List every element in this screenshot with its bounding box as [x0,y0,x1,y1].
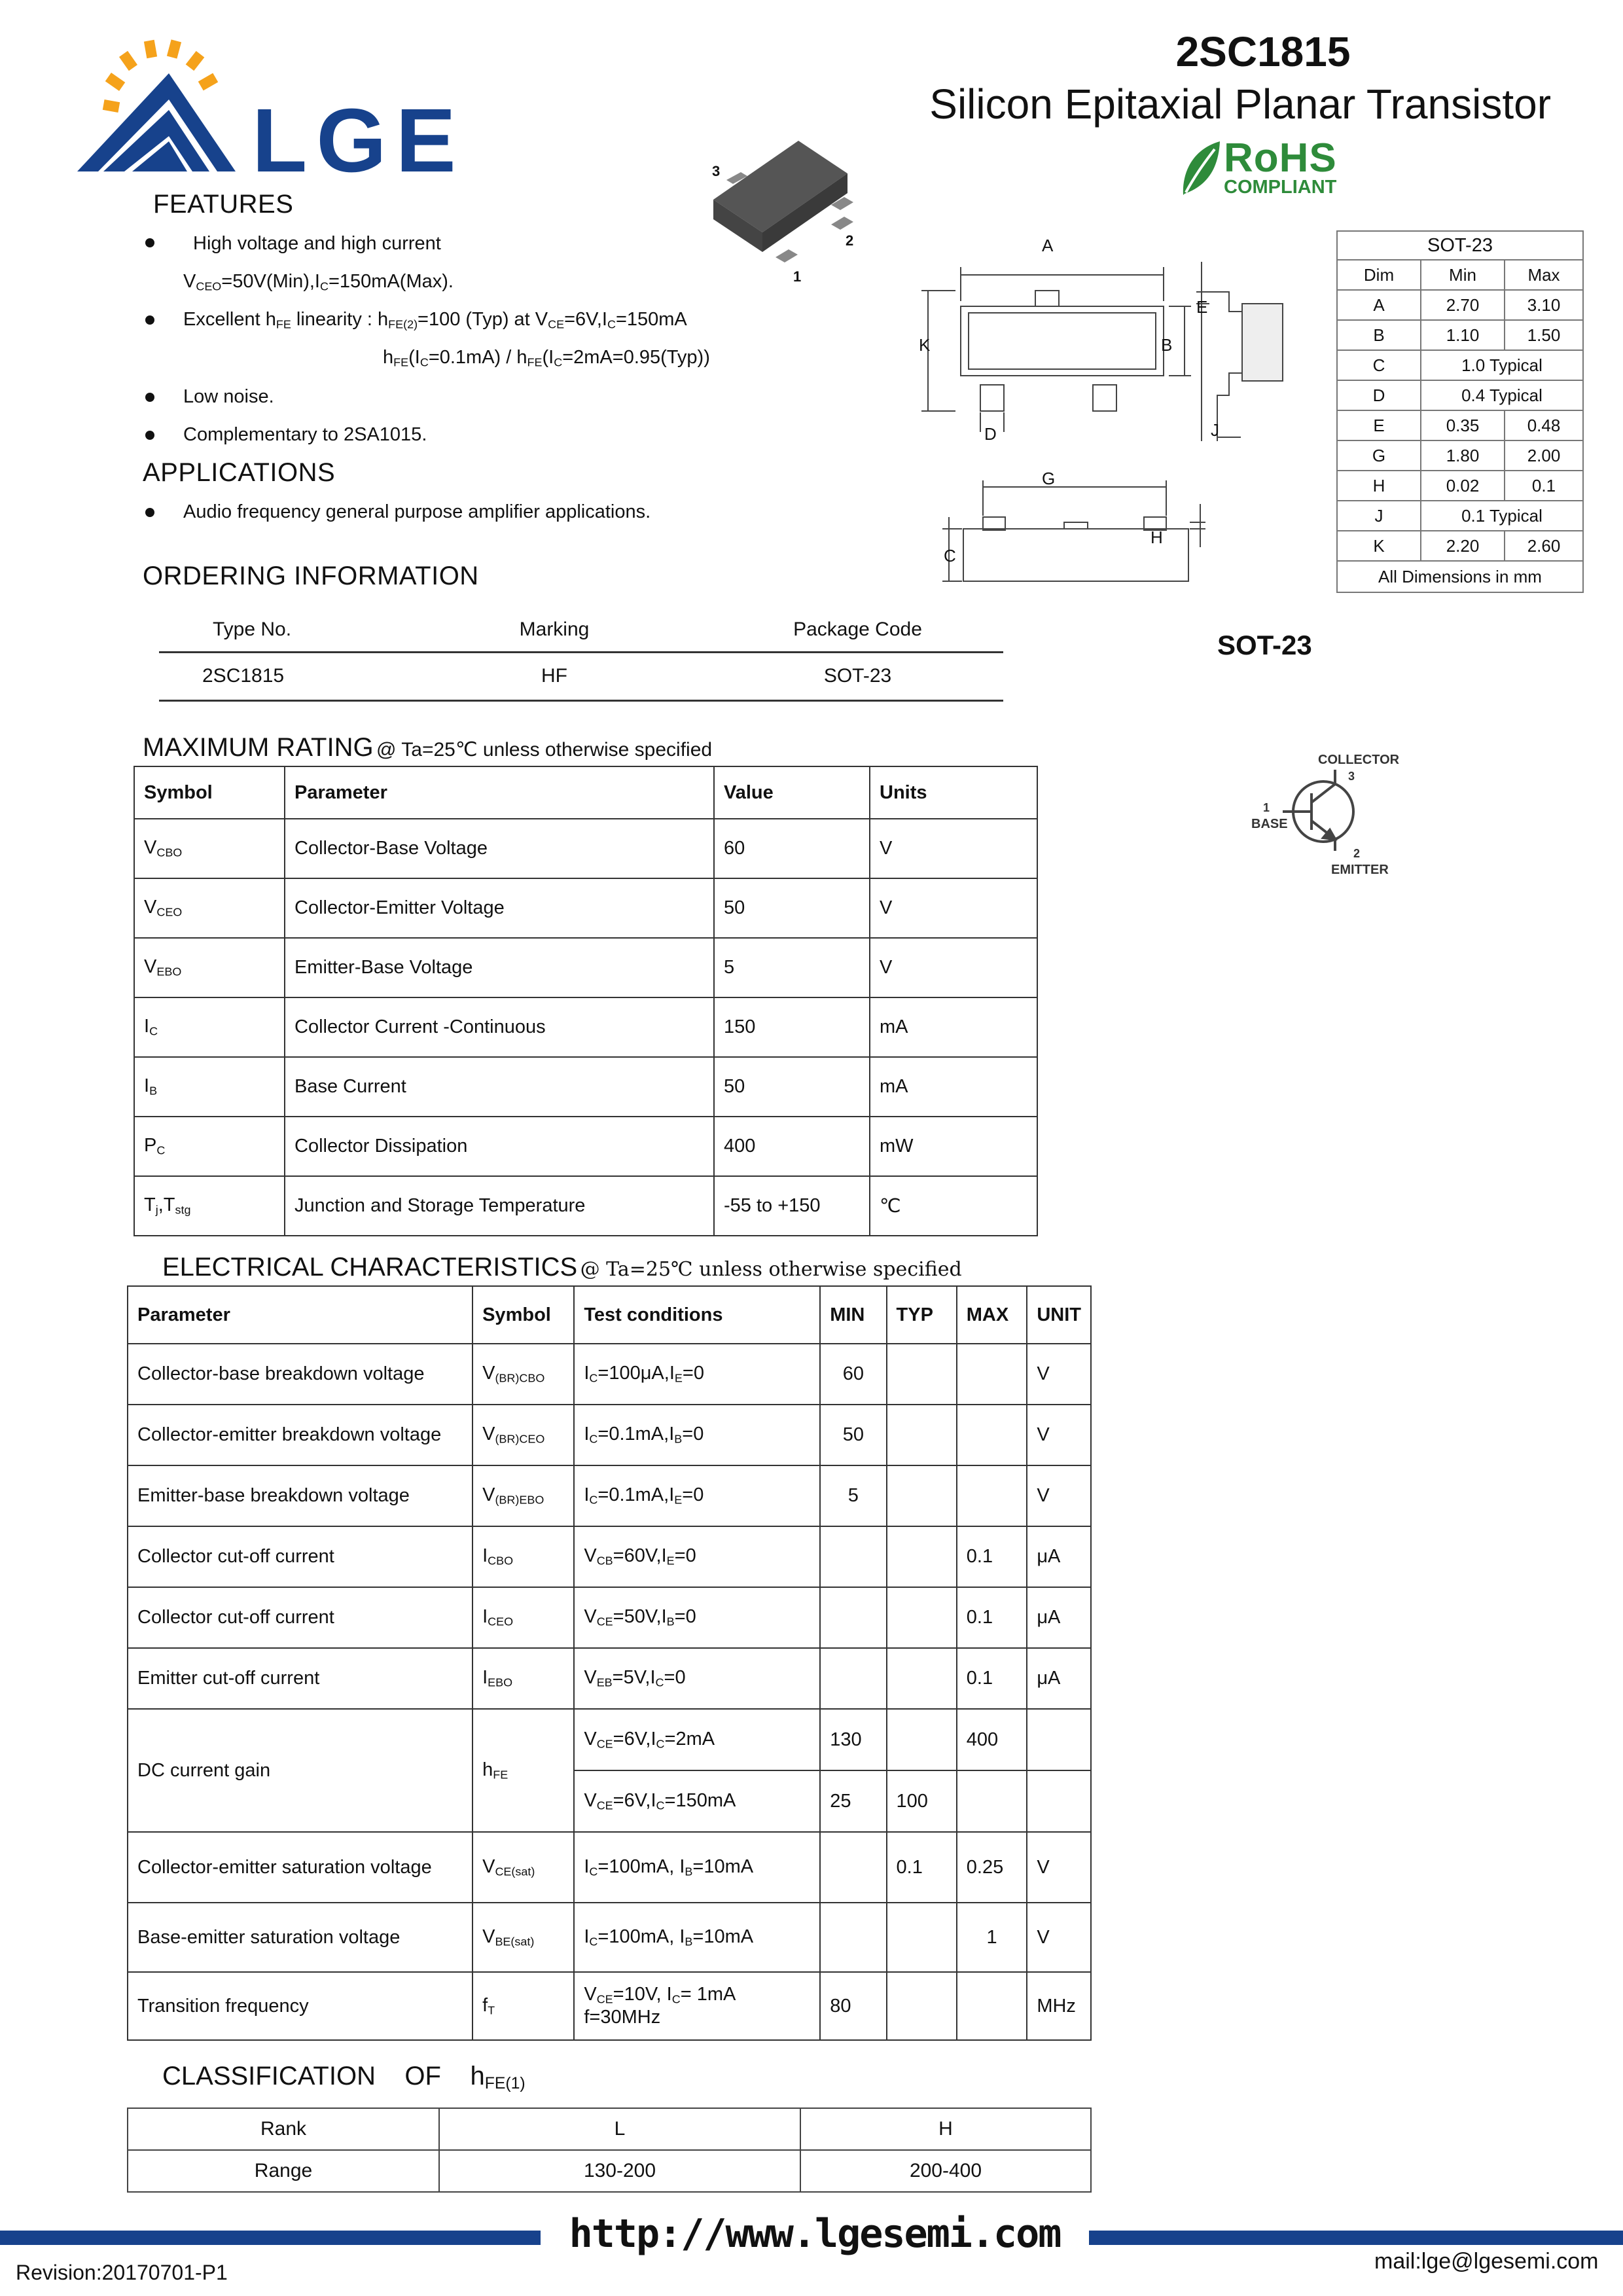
pin-label: 2 [846,232,854,249]
table-row: $V_{EBO}$ Emitter-Base Voltage 5 V [134,938,1037,997]
dim-label: B [1161,335,1173,355]
footer-revision: Revision:20170701-P1 [16,2261,228,2284]
ordering-heading: ORDERING INFORMATION [143,562,479,590]
dim-cell: J [1337,501,1421,531]
classification-heading: CLASSIFICATION OF $h_{FE(1)}$ [162,2062,526,2093]
table-row: $V_{CBO}$ Collector-Base Voltage 60 V [134,819,1037,878]
feature-3: Low noise. [183,386,274,407]
max-rating-table [134,766,1038,1236]
table-header: L [439,2108,800,2150]
ordering-header: Type No. [213,619,292,641]
dim-header: Dim [1337,260,1421,290]
dim-cell: 2.00 [1505,440,1583,471]
table-header: TYP [887,1286,957,1344]
dim-label: G [1042,469,1056,488]
table-row: $V_{CEO}$ Collector-Emitter Voltage 50 V [134,878,1037,938]
table-row: Emitter cut-off current $I_{EBO}$ $V_{EB}=5V,I_C=0$ 0.1 μA [128,1648,1091,1709]
ordering-cell: HF [541,665,567,687]
dim-label: K [919,335,931,355]
dim-header: Max [1505,260,1583,290]
dim-cell: D [1337,380,1421,410]
dim-cell: C [1337,350,1421,380]
table-header: MIN [820,1286,886,1344]
dim-cell: 2.70 [1421,290,1505,320]
dim-label: J [1211,420,1219,440]
emitter-label: EMITTER [1331,863,1389,877]
dim-header: Min [1421,260,1505,290]
dim-cell: A [1337,290,1421,320]
ordering-header: Marking [519,619,590,641]
package-3d-illustration [700,134,877,285]
features-heading: FEATURES [153,190,294,219]
dim-cell: E [1337,410,1421,440]
table-cell: 200-400 [800,2150,1091,2192]
feature-1: High voltage and high current [193,233,441,254]
dim-cell: G [1337,440,1421,471]
dim-label: A [1042,236,1054,255]
table-header: Rank [128,2108,439,2150]
table-header: Value [714,766,870,819]
leaf-icon [1178,140,1224,196]
transistor-symbol [1243,746,1400,884]
footer-email[interactable]: mail:lge@lgesemi.com [1374,2249,1599,2274]
base-label: BASE [1251,817,1288,831]
part-number: 2SC1815 [1175,28,1351,75]
electrical-heading: ELECTRICAL CHARACTERISTICS @ Ta=25℃ unless otherwise specified [162,1253,962,1282]
table-header: Symbol [134,766,285,819]
dim-cell: 1.80 [1421,440,1505,471]
max-rating-heading: MAXIMUM RATING @ Ta=25℃ unless otherwise specified [143,733,713,762]
collector-label: COLLECTOR [1318,753,1400,767]
bullet-icon [145,315,154,325]
dim-cell: 1.10 [1421,320,1505,350]
pin-b-label: 1 [1263,801,1270,814]
dim-cell: 1.50 [1505,320,1583,350]
dim-cell: K [1337,531,1421,561]
table-header: H [800,2108,1091,2150]
website-link[interactable]: http://www.lgesemi.com [569,2211,1061,2257]
table-cell: 130-200 [439,2150,800,2192]
footer-bar-right [1089,2231,1623,2245]
dim-cell: 0.48 [1505,410,1583,440]
dim-label: D [984,424,997,444]
dim-table-title: SOT-23 [1337,231,1583,260]
ordering-table [159,609,1003,702]
table-row: Collector-emitter saturation voltage $V_{CE(sat)}$ $I_C=100mA$, $I_B=10mA$ 0.1 0.25 V [128,1832,1091,1903]
table-row: Collector cut-off current $I_{CEO}$ $V_{CE}=50V,I_B=0$ 0.1 μA [128,1587,1091,1648]
table-row: DC current gain $h_{FE}$ $V_{CE}=6V,I_C=2mA$ 130 400 [128,1709,1091,1770]
ordering-cell: 2SC1815 [202,665,285,687]
table-row: $T_j,T_{stg}$ Junction and Storage Temperature -55 to +150 ℃ [134,1176,1037,1236]
applications-heading: APPLICATIONS [143,458,336,487]
ordering-cell: SOT-23 [823,665,892,687]
feature-1-detail: $V_{CEO}=50V(Min),I_C=150mA(Max)$. [183,271,454,293]
dim-label: C [944,546,956,565]
table-header: Units [870,766,1037,819]
table-header: Parameter [285,766,714,819]
dim-cell: H [1337,471,1421,501]
company-logo [72,33,478,191]
table-row: Collector-emitter breakdown voltage $V_{(BR)CEO}$ $I_C=0.1mA,I_B=0$ 50 V [128,1405,1091,1465]
rohs-label: RoHS [1224,135,1337,181]
package-name: SOT-23 [1217,630,1312,660]
table-row: Collector-base breakdown voltage $V_{(BR)CBO}$ $I_C=100\mu A,I_E=0$ 60 V [128,1344,1091,1405]
dim-table-footer: All Dimensions in mm [1337,561,1583,592]
electrical-table [127,1285,1092,2041]
table-row: $I_C$ Collector Current -Continuous 150 mA [134,997,1037,1057]
pin-label: 3 [712,163,721,179]
bullet-icon [145,393,154,402]
table-header: MAX [957,1286,1027,1344]
rohs-compliant: COMPLIANT [1224,177,1337,198]
pin-c-label: 3 [1348,770,1355,783]
dim-cell: 0.1 Typical [1421,501,1583,531]
dim-cell: 0.02 [1421,471,1505,501]
dim-cell: 3.10 [1505,290,1583,320]
ordering-header: Package Code [793,619,922,641]
dim-cell: 0.35 [1421,410,1505,440]
table-row: $V_{CE}=6V,I_C=150mA$ 25 100 [128,1770,1091,1832]
table-row: Emitter-base breakdown voltage $V_{(BR)EBO}$ $I_C=0.1mA,I_E=0$ 5 V [128,1465,1091,1526]
classification-table [127,2108,1092,2193]
table-cell: Range [128,2150,439,2192]
dim-cell: 2.60 [1505,531,1583,561]
document-subtitle: Silicon Epitaxial Planar Transistor [929,81,1551,128]
logo-text: LGE [252,90,465,191]
table-header: Symbol [473,1286,574,1344]
dim-cell: 2.20 [1421,531,1505,561]
dim-cell: 0.1 [1505,471,1583,501]
table-header: Parameter [128,1286,473,1344]
table-row: $I_B$ Base Current 50 mA [134,1057,1037,1117]
bullet-icon [145,238,154,247]
table-row: Base-emitter saturation voltage $V_{BE(sat)}$ $I_C=100mA$, $I_B=10mA$ 1 V [128,1903,1091,1972]
feature-2-detail: $h_{FE}(I_C=0.1mA) / h_{FE}(I_C=2mA=0.95(Typ))$ [383,347,710,369]
feature-2: Excellent $h_{FE}$ linearity : $h_{FE(2)}=100$ (Typ) at $V_{CE}=6V,I_C=150mA$ [183,309,687,331]
bullet-icon [145,508,154,517]
footer-bar-left [0,2231,541,2245]
dim-cell: B [1337,320,1421,350]
table-row: $P_C$ Collector Dissipation 400 mW [134,1117,1037,1176]
bullet-icon [145,431,154,440]
dim-cell: 1.0 Typical [1421,350,1583,380]
table-row: Collector cut-off current $I_{CBO}$ $V_{CB}=60V,I_E=0$ 0.1 μA [128,1526,1091,1587]
pin-e-label: 2 [1353,847,1361,860]
package-outline-drawing [910,236,1302,589]
dim-label: E [1196,297,1208,317]
table-header: UNIT [1027,1286,1091,1344]
dim-cell: 0.4 Typical [1421,380,1583,410]
application-1: Audio frequency general purpose amplifier applications. [183,501,651,522]
table-row: Transition frequency $f_T$ $V_{CE}=10V$, $I_C= 1mA$ f=30MHz 80 MHz [128,1972,1091,2040]
table-header: Test conditions [574,1286,820,1344]
feature-4: Complementary to 2SA1015. [183,424,427,445]
dimension-table [1336,230,1584,593]
rohs-badge [1178,135,1348,198]
dim-label: H [1150,528,1163,547]
pin-label: 1 [793,268,802,285]
